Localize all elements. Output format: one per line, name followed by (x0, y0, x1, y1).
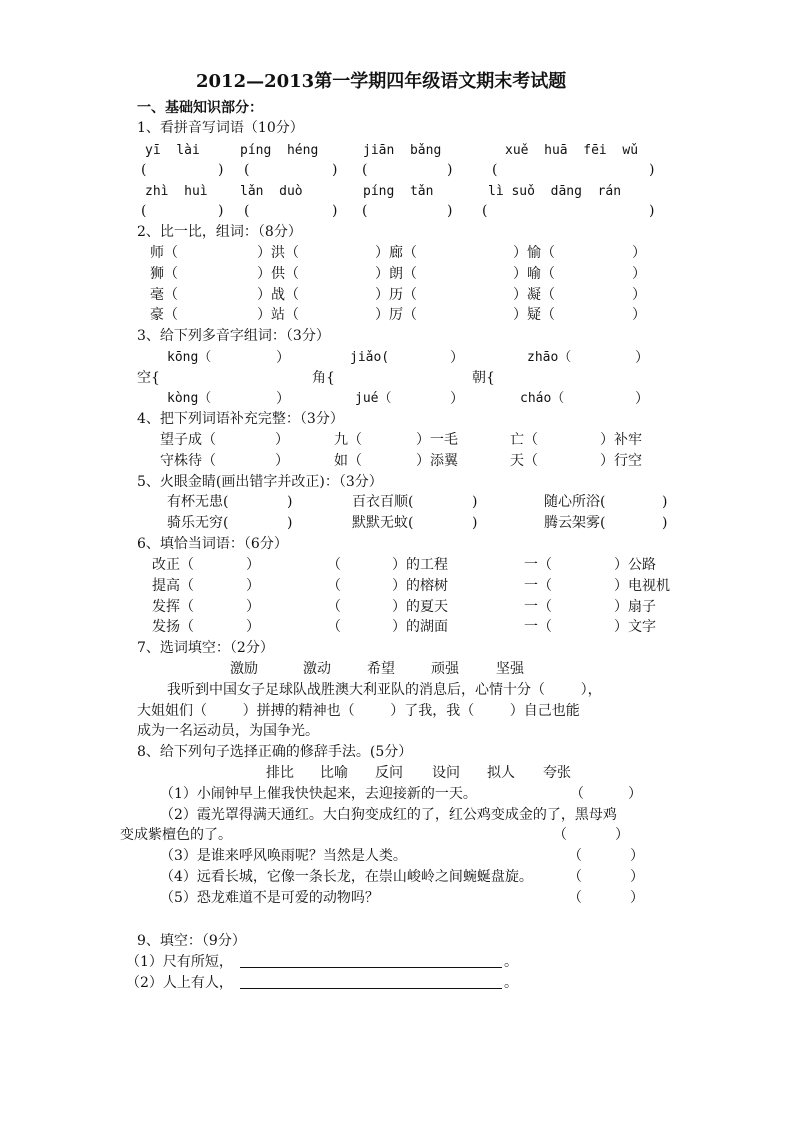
question-5-label: 5、火眼金睛(画出错字并改正)：（3分） (137, 474, 383, 490)
answer-open[interactable]: ( (244, 162, 250, 178)
compare-char-pair[interactable]: ） (632, 287, 646, 303)
answer-open[interactable]: ( (362, 162, 368, 178)
polyphone-jue: jué（ (355, 391, 392, 406)
compare-char-pair[interactable]: ）洪（ (257, 245, 299, 261)
typo-idiom: 默默无蚊( (352, 515, 414, 531)
rhetoric-option: 拟人 (487, 765, 515, 781)
answer-open[interactable]: （ (553, 827, 567, 843)
sentence-2: （2）霞光罩得满天通红。大白狗变成红的了，红公鸡变成金的了，黑母鸡 (160, 807, 617, 823)
compare-char-pair[interactable]: ）厉（ (375, 307, 417, 323)
answer-close[interactable]: ) (649, 162, 655, 178)
rhetoric-option: 反问 (375, 765, 403, 781)
sentence-2-cont: 变成紫檀色的了。 (120, 827, 232, 843)
idiom-part[interactable]: ） (275, 432, 289, 448)
fill-word-part[interactable]: ）的湖面 (392, 619, 448, 635)
compare-char: 毫（ (150, 287, 178, 303)
sentence-4: （4）远看长城，它像一条长龙，在崇山峻岭之间蜿蜒盘旋。 (160, 869, 533, 885)
answer-close[interactable]: ) (472, 515, 478, 531)
answer-close[interactable]: ） (630, 869, 644, 885)
word-option: 激励 (230, 661, 258, 677)
idiom-part[interactable]: ）添翼 (416, 453, 458, 469)
question-9-label: 9、填空：（9分） (137, 933, 246, 949)
answer-open[interactable]: （ (568, 890, 582, 906)
compare-char-pair[interactable]: ）供（ (257, 266, 299, 282)
sentence-3: （3）是谁来呼风唤雨呢？当然是人类。 (160, 848, 407, 864)
answer-open[interactable]: ( (244, 203, 250, 219)
pinyin-yilai: yī lài (145, 143, 200, 158)
fill-word-part[interactable]: ）的夏天 (392, 599, 448, 615)
answer-close[interactable]: ) (472, 494, 478, 510)
answer-close[interactable]: ） (630, 848, 644, 864)
fill-word-part: （ (327, 578, 341, 594)
word-option: 坚强 (496, 661, 524, 677)
polyphone-kong-1: kōng（ (167, 350, 212, 365)
rhetoric-option: 设问 (432, 765, 460, 781)
fill-word-part: 一（ (524, 578, 552, 594)
answer-close[interactable]: ) (662, 515, 668, 531)
idiom-part: 望子成（ (160, 432, 216, 448)
answer-open[interactable]: ( (482, 203, 488, 219)
polyphone-char-zhao: 朝{ (472, 370, 495, 386)
polyphone-char-jiao: 角{ (312, 370, 335, 386)
answer-close[interactable]: ) (218, 162, 224, 178)
fill-word-part: （ (327, 557, 341, 573)
idiom-part: 守株待（ (160, 453, 216, 469)
answer-open[interactable]: ( (362, 203, 368, 219)
answer-close[interactable]: ） (635, 350, 649, 366)
pinyin-lisuodangran: lì suǒ dāng rán (488, 184, 622, 199)
question-3-label: 3、给下列多音字组词：（3分） (137, 328, 330, 344)
compare-char-pair[interactable]: ）站（ (257, 307, 299, 323)
idiom-part: 九（ (334, 432, 362, 448)
answer-close[interactable]: ) (332, 203, 338, 219)
answer-close[interactable]: ） (450, 391, 464, 407)
fill-word-part[interactable]: ）电视机 (614, 578, 670, 594)
idiom-part: 亡（ (510, 432, 538, 448)
idiom-part[interactable]: ）补牢 (600, 432, 642, 448)
compare-char-pair[interactable]: ）凝（ (513, 287, 555, 303)
fill-word-part: 发挥（ (152, 599, 194, 615)
compare-char-pair[interactable]: ）历（ (375, 287, 417, 303)
polyphone-chao: cháo（ (520, 391, 565, 406)
fill-word-part[interactable]: ） (246, 619, 260, 635)
fill-word-part: （ (327, 599, 341, 615)
polyphone-zhao: zhāo（ (527, 350, 572, 365)
answer-close[interactable]: ） (450, 350, 464, 366)
polyphone-jiao-1: jiǎo( (350, 350, 390, 365)
page-title: 2012—2013第一学期四年级语文期末考试题 (196, 71, 567, 92)
polyphone-char-kong: 空{ (137, 370, 160, 386)
rhetoric-option: 比喻 (320, 765, 348, 781)
idiom-part[interactable]: ）一毛 (416, 432, 458, 448)
compare-char: 豪（ (150, 307, 178, 323)
compare-char-pair[interactable]: ）廊（ (375, 245, 417, 261)
answer-open[interactable]: （ (568, 869, 582, 885)
sentence-5: （5）恐龙难道不是可爱的动物吗？ (160, 890, 379, 906)
fill-word-part[interactable]: ）的工程 (392, 557, 448, 573)
fill-end-2: 。 (504, 975, 518, 991)
compare-char-pair[interactable]: ） (632, 307, 646, 323)
question-6-label: 6、填恰当词语：（6分） (137, 536, 288, 552)
fill-word-part: 一（ (524, 599, 552, 615)
answer-open[interactable]: （ (570, 786, 584, 802)
answer-close[interactable]: ) (649, 203, 655, 219)
compare-char-pair[interactable]: ） (632, 266, 646, 282)
answer-close[interactable]: ) (662, 494, 668, 510)
fill-word-part[interactable]: ） (246, 578, 260, 594)
compare-char-pair[interactable]: ） (632, 245, 646, 261)
fill-word-part: 一（ (524, 557, 552, 573)
fill-word-part: 提高（ (152, 578, 194, 594)
pinyin-zhihui: zhì huì (145, 184, 208, 199)
compare-char-pair[interactable]: ）喻（ (513, 266, 555, 282)
answer-close[interactable]: ) (447, 162, 453, 178)
answer-close[interactable]: ) (287, 494, 293, 510)
answer-open[interactable]: ( (141, 162, 147, 178)
typo-idiom: 随心所浴( (544, 494, 606, 510)
fill-end-1: 。 (504, 954, 518, 970)
answer-open[interactable]: ( (492, 162, 498, 178)
typo-idiom: 百衣百顺( (352, 494, 414, 510)
compare-char-pair[interactable]: ）朗（ (375, 266, 417, 282)
fill-blank-1[interactable] (240, 967, 502, 968)
fill-word-part: 一（ (524, 619, 552, 635)
rhetoric-option: 夸张 (543, 765, 571, 781)
answer-close[interactable]: ) (447, 203, 453, 219)
answer-open[interactable]: ( (141, 203, 147, 219)
typo-idiom: 有杯无患( (167, 494, 229, 510)
question-7-label: 7、选词填空：（2分） (137, 640, 274, 656)
fill-word-part[interactable]: ）公路 (614, 557, 656, 573)
fill-word-part[interactable]: ） (246, 599, 260, 615)
answer-open[interactable]: （ (568, 848, 582, 864)
answer-close[interactable]: ) (332, 162, 338, 178)
fill-word-part[interactable]: ） (246, 557, 260, 573)
idiom-part[interactable]: ）行空 (600, 453, 642, 469)
question-4-label: 4、把下列词语补充完整：（3分） (137, 411, 344, 427)
polyphone-kong-2: kòng（ (167, 391, 212, 406)
word-option: 希望 (367, 661, 395, 677)
answer-close[interactable]: ） (635, 391, 649, 407)
idiom-part[interactable]: ） (275, 453, 289, 469)
pinyin-jianbang: jiān bǎng (363, 143, 442, 158)
fill-word-part[interactable]: ）文字 (614, 619, 656, 635)
typo-idiom: 骑乐无穷( (167, 515, 229, 531)
paragraph-line: 我听到中国女子足球队战胜澳大利亚队的消息后，心情十分（ ）， (167, 682, 602, 698)
idiom-part: 如（ (334, 453, 362, 469)
compare-char: 师（ (150, 245, 178, 261)
paragraph-line: 大姐姐们（ ）拼搏的精神也（ ）了我，我（ ）自己也能 (137, 703, 580, 719)
pinyin-pingtan: píng tǎn (363, 184, 434, 199)
compare-char-pair[interactable]: ）愉（ (513, 245, 555, 261)
fill-word-part: 改正（ (152, 557, 194, 573)
answer-close[interactable]: ） (276, 391, 290, 407)
sentence-1: （1）小闹钟早上催我快快起来，去迎接新的一天。 (160, 786, 477, 802)
pinyin-pingheng: píng héng (240, 143, 319, 158)
fill-blank-2[interactable] (240, 988, 502, 989)
rhetoric-option: 排比 (266, 765, 294, 781)
word-option: 激动 (303, 661, 331, 677)
question-8-label: 8、给下列句子选择正确的修辞手法。(5分） (137, 744, 413, 760)
answer-close[interactable]: ） (630, 890, 644, 906)
answer-close[interactable]: ） (615, 827, 629, 843)
question-1-label: 1、看拼音写词语（10分） (137, 120, 304, 136)
pinyin-lanrduo: lǎn duò (240, 184, 303, 199)
section-heading: 一、基础知识部分： (137, 100, 263, 116)
pinyin-xuehuafeiwu: xuě huā fēi wǔ (505, 143, 639, 158)
fill-word-part: （ (327, 619, 341, 635)
paragraph-line: 成为一名运动员，为国争光。 (137, 723, 319, 739)
answer-close[interactable]: ） (276, 350, 290, 366)
fill-word-part[interactable]: ）扇子 (614, 599, 656, 615)
fill-word-part[interactable]: ）的榕树 (392, 578, 448, 594)
answer-close[interactable]: ） (628, 786, 642, 802)
word-option: 顽强 (431, 661, 459, 677)
question-2-label: 2、比一比，组词：（8分） (137, 224, 302, 240)
compare-char-pair[interactable]: ）疑（ (513, 307, 555, 323)
fill-item-2: （2）人上有人， (126, 975, 233, 991)
answer-close[interactable]: ) (287, 515, 293, 531)
compare-char-pair[interactable]: ）战（ (257, 287, 299, 303)
typo-idiom: 腾云架雾( (544, 515, 606, 531)
compare-char: 狮（ (150, 266, 178, 282)
fill-word-part: 发扬（ (152, 619, 194, 635)
idiom-part: 天（ (510, 453, 538, 469)
answer-close[interactable]: ) (218, 203, 224, 219)
fill-item-1: （1）尺有所短， (126, 954, 233, 970)
